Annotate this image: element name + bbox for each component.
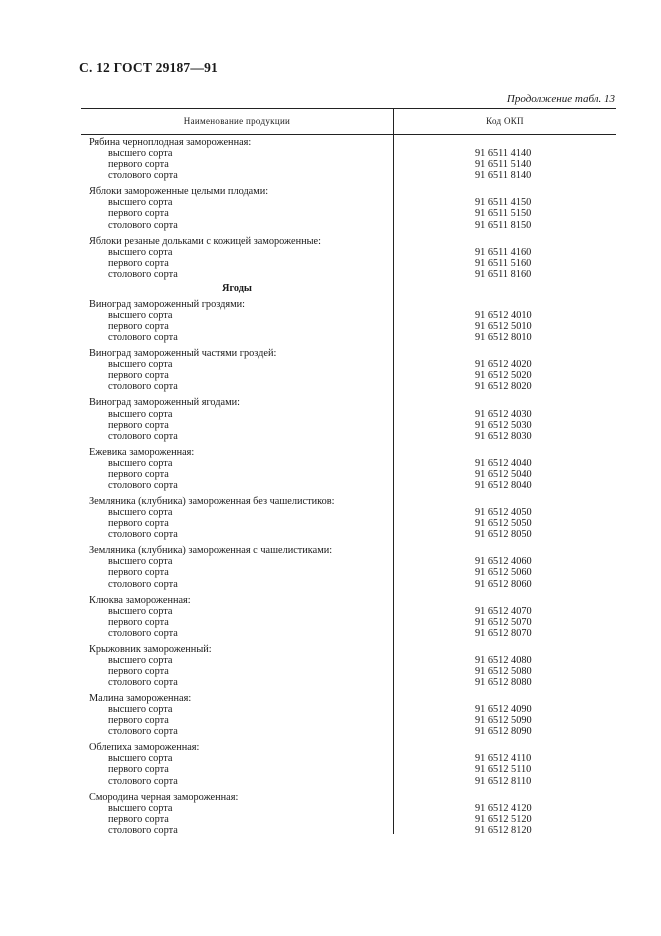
okp-code: 91 6512 4050 [475,507,532,519]
okp-code: 91 6511 8140 [475,170,532,182]
grade-name: высшего сорта [108,556,173,568]
table-row [81,208,616,219]
grade-name: первого сорта [108,616,169,628]
okp-code: 91 6512 8080 [475,677,532,689]
section-heading [81,283,616,297]
table-row [81,269,616,280]
table-caption: Продолжение табл. 13 [506,93,615,105]
product-group-row [81,299,616,310]
product-group-title: Облепиха замороженная: [89,742,200,754]
grade-name: высшего сорта [108,246,173,258]
okp-code: 91 6511 4160 [475,246,532,258]
table-header-rule [81,134,616,135]
table-row [81,704,616,715]
table-row [81,197,616,208]
table-body [81,137,616,836]
product-group-row [81,644,616,655]
table-row [81,310,616,321]
table-row [81,579,616,590]
table-row [81,677,616,688]
product-group-title: Виноград замороженный ягодами: [89,397,240,409]
table-row [81,726,616,737]
okp-code: 91 6512 4110 [475,753,532,765]
grade-name: высшего сорта [108,359,173,371]
product-group-row [81,186,616,197]
grade-name: столового сорта [108,677,178,689]
table-row [81,715,616,726]
table-row [81,567,616,578]
okp-code: 91 6511 5140 [475,159,532,171]
grade-name: высшего сорта [108,507,173,519]
okp-code: 91 6512 5050 [475,518,532,530]
table-row [81,420,616,431]
grade-name: столового сорта [108,170,178,182]
grade-name: высшего сорта [108,310,173,321]
okp-code: 91 6512 8050 [475,529,532,541]
okp-code: 91 6512 8040 [475,479,532,491]
okp-code: 91 6512 5080 [475,665,532,677]
grade-name: первого сорта [108,813,169,825]
grade-name: первого сорта [108,419,169,431]
grade-name: столового сорта [108,726,178,738]
grade-name: первого сорта [108,468,169,480]
okp-code: 91 6511 8160 [475,268,532,280]
okp-code: 91 6512 8030 [475,430,532,442]
okp-code: 91 6511 5160 [475,257,532,269]
okp-code: 91 6512 4120 [475,802,532,814]
product-group-title: Земляника (клубника) замороженная без чашелистиков: [89,495,335,507]
product-group-title: Земляника (клубника) замороженная с чашелистиками: [89,545,333,557]
table-row [81,825,616,836]
table-row [81,518,616,529]
okp-code: 91 6512 8110 [475,775,532,787]
grade-name: первого сорта [108,715,169,727]
section-heading-label: Ягоды [222,282,252,294]
table-row [81,556,616,567]
grade-name: первого сорта [108,208,169,220]
grade-name: первого сорта [108,257,169,269]
okp-code: 91 6511 5150 [475,208,532,220]
grade-name: столового сорта [108,479,178,491]
table-row [81,409,616,420]
grade-name: столового сорта [108,775,178,787]
okp-code: 91 6512 4080 [475,654,532,666]
grade-name: высшего сорта [108,148,173,160]
table-row [81,359,616,370]
grade-name: высшего сорта [108,753,173,765]
product-group-title: Малина замороженная: [89,693,192,705]
okp-code: 91 6512 5010 [475,321,532,333]
product-group-title: Ежевика замороженная: [89,446,195,458]
okp-code: 91 6512 8060 [475,578,532,590]
column-header-okp-code: Код ОКП [486,116,524,126]
grade-name: первого сорта [108,518,169,530]
grade-name: высшего сорта [108,457,173,469]
product-group-title: Смородина черная замороженная: [89,791,239,803]
table-row [81,666,616,677]
okp-code: 91 6512 5110 [475,764,532,776]
product-group-row [81,792,616,803]
column-header-product-name: Наименование продукции [183,116,291,126]
product-group-title: Яблоки резаные дольками с кожицей замороженные: [89,235,321,247]
product-group-title: Виноград замороженный гроздями: [89,298,245,310]
okp-code: 91 6512 8070 [475,627,532,639]
product-code-table [81,108,616,834]
grade-name: высшего сорта [108,704,173,716]
okp-code: 91 6512 8090 [475,726,532,738]
table-row [81,148,616,159]
table-row [81,220,616,231]
table-row [81,321,616,332]
product-group-row [81,447,616,458]
grade-name: высшего сорта [108,654,173,666]
table-row [81,814,616,825]
grade-name: столового сорта [108,529,178,541]
grade-name: первого сорта [108,321,169,333]
table-row [81,753,616,764]
table-row [81,628,616,639]
grade-name: столового сорта [108,824,178,836]
table-row [81,617,616,628]
grade-name: первого сорта [108,764,169,776]
grade-name: столового сорта [108,578,178,590]
table-row [81,332,616,343]
okp-code: 91 6512 5060 [475,567,532,579]
product-group-title: Яблоки замороженные целыми плодами: [89,186,269,198]
product-group-row [81,397,616,408]
okp-code: 91 6512 5020 [475,370,532,382]
okp-code: 91 6512 5090 [475,715,532,727]
grade-name: первого сорта [108,370,169,382]
product-group-row [81,693,616,704]
grade-name: столового сорта [108,332,178,344]
table-row [81,803,616,814]
okp-code: 91 6512 4060 [475,556,532,568]
table-row [81,159,616,170]
table-row [81,480,616,491]
okp-code: 91 6512 4040 [475,457,532,469]
okp-code: 91 6512 8120 [475,824,532,836]
product-group-row [81,496,616,507]
grade-name: первого сорта [108,567,169,579]
okp-code: 91 6512 4090 [475,704,532,716]
grade-name: столового сорта [108,627,178,639]
table-row [81,381,616,392]
okp-code: 91 6511 4140 [475,148,532,160]
grade-name: высшего сорта [108,605,173,617]
product-group-title: Рябина черноплодная замороженная: [89,137,252,148]
okp-code: 91 6512 4030 [475,408,532,420]
table-row [81,655,616,666]
table-row [81,170,616,181]
grade-name: столового сорта [108,381,178,393]
table-row [81,258,616,269]
product-group-row [81,236,616,247]
table-row [81,247,616,258]
grade-name: столового сорта [108,430,178,442]
grade-name: высшего сорта [108,408,173,420]
table-row [81,529,616,540]
okp-code: 91 6512 5030 [475,419,532,431]
grade-name: первого сорта [108,159,169,171]
table-top-rule [81,108,616,109]
grade-name: первого сорта [108,665,169,677]
table-row [81,370,616,381]
grade-name: высшего сорта [108,197,173,209]
okp-code: 91 6512 5040 [475,468,532,480]
page-header: С. 12 ГОСТ 29187—91 [79,60,218,75]
product-group-row [81,595,616,606]
grade-name: столового сорта [108,219,178,231]
product-group-row [81,545,616,556]
okp-code: 91 6512 8010 [475,332,532,344]
grade-name: столового сорта [108,268,178,280]
product-group-title: Крыжовник замороженный: [89,643,212,655]
product-group-row [81,742,616,753]
okp-code: 91 6512 4010 [475,310,532,321]
table-row [81,776,616,787]
table-row [81,606,616,617]
table-row [81,764,616,775]
table-row [81,431,616,442]
product-group-row [81,137,616,148]
okp-code: 91 6512 5120 [475,813,532,825]
okp-code: 91 6512 4070 [475,605,532,617]
product-group-title: Клюква замороженная: [89,594,191,606]
product-group-row [81,348,616,359]
table-row [81,458,616,469]
product-group-title: Виноград замороженный частями гроздей: [89,348,277,360]
okp-code: 91 6511 4150 [475,197,532,209]
okp-code: 91 6512 5070 [475,616,532,628]
table-row [81,469,616,480]
okp-code: 91 6512 4020 [475,359,532,371]
okp-code: 91 6511 8150 [475,219,532,231]
table-row [81,507,616,518]
okp-code: 91 6512 8020 [475,381,532,393]
grade-name: высшего сорта [108,802,173,814]
